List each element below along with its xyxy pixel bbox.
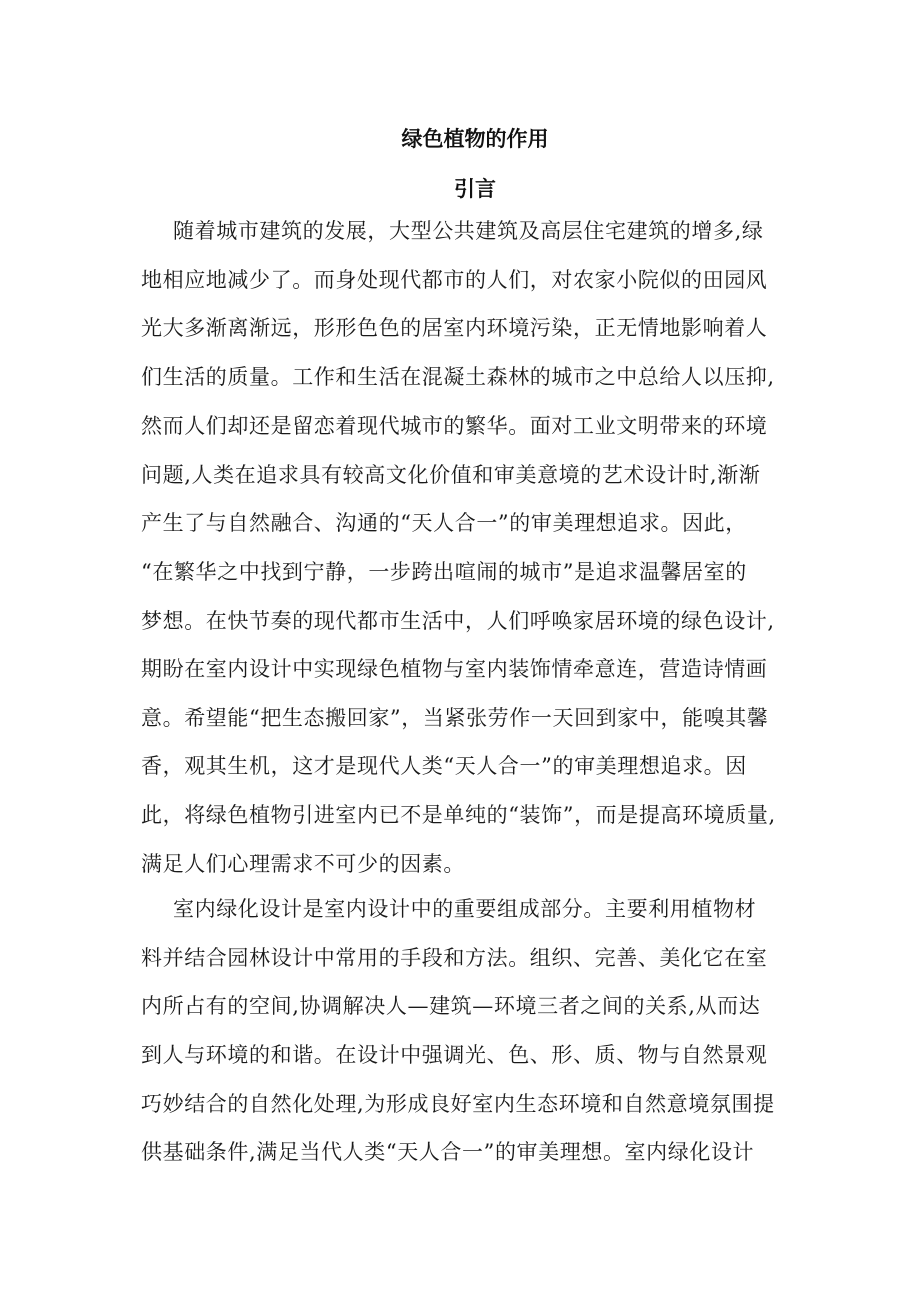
paragraph-line: 光大多渐离渐远，形形色色的居室内环境污染，正无情地影响着人 [141, 316, 768, 340]
paragraph-line: 室内绿化设计是室内设计中的重要组成部分。主要利用植物材 [173, 897, 757, 921]
paragraph-line: 到人与环境的和谐。在设计中强调光、色、形、质、物与自然景观 [141, 1043, 768, 1067]
document-title: 绿色植物的作用 [401, 127, 549, 151]
paragraph-line: 然而人们却还是留恋着现代城市的繁华。面对工业文明带来的环境 [141, 414, 768, 438]
section-heading: 引言 [454, 177, 496, 201]
paragraph-line: 巧妙结合的自然化处理,为形成良好室内生态环境和自然意境氛围提 [141, 1092, 775, 1116]
paragraph-line: 期盼在室内设计中实现绿色植物与室内装饰情牵意连，营造诗情画 [141, 657, 768, 681]
paragraph-line: 香，观其生机，这才是现代人类“天人合一”的审美理想追求。因 [141, 754, 747, 778]
paragraph-line: 料并结合园林设计中常用的手段和方法。组织、完善、美化它在室 [141, 946, 768, 970]
paragraph-line: 地相应地减少了。而身处现代都市的人们，对农家小院似的田园风 [141, 268, 768, 292]
paragraph-line: “在繁华之中找到宁静，一步跨出喧闹的城市”是追求温馨居室的 [141, 560, 747, 584]
paragraph-line: 意。希望能“把生态搬回家”，当紧张劳作一天回到家中，能嗅其馨 [141, 706, 769, 730]
paragraph-line: 内所占有的空间,协调解决人—建筑—环境三者之间的关系,从而达 [141, 994, 761, 1018]
paragraph-line: 产生了与自然融合、沟通的“天人合一”的审美理想追求。因此， [141, 511, 747, 535]
paragraph-line: 此，将绿色植物引进室内已不是单纯的“装饰”，而是提高环境质量, [141, 803, 776, 827]
paragraph-line: 随着城市建筑的发展，大型公共建筑及高层住宅建筑的增多,绿 [173, 219, 764, 243]
paragraph-line: 满足人们心理需求不可少的因素。 [141, 852, 465, 876]
paragraph-line: 们生活的质量。工作和生活在混凝土森林的城市之中总给人以压抑, [141, 365, 775, 389]
paragraph-line: 供基础条件,满足当代人类“天人合一”的审美理想。室内绿化设计 [141, 1140, 755, 1164]
paragraph-line: 梦想。在快节奏的现代都市生活中，人们呼唤家居环境的绿色设计, [141, 609, 775, 633]
paragraph-line: 问题,人类在追求具有较高文化价值和审美意境的艺术设计时,渐渐 [141, 463, 761, 487]
